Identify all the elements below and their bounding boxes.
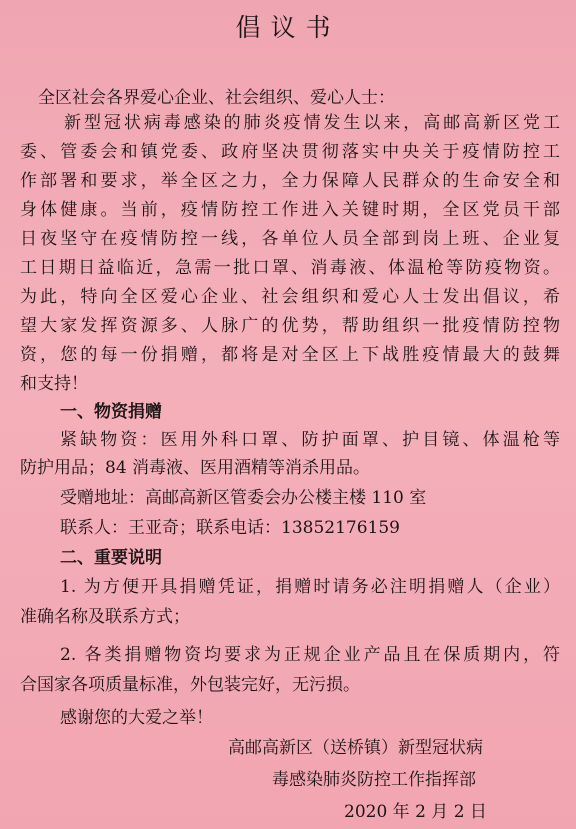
section2-line-2: 准确名称及联系方式； [20,607,190,627]
section2-line-1: 1. 为方便开具捐赠凭证，捐赠时请务必注明捐赠人（企业） [60,577,560,597]
body-line-4: 身体健康。当前，疫情防控工作进入关键时期，全区党员干部 [20,200,560,220]
section2-line-3: 2. 各类捐赠物资均要求为正规企业产品且在保质期内，符 [60,645,560,665]
section2-line-4: 合国家各项质量标准，外包装完好，无污损。 [20,675,360,695]
donation-address: 受赠地址：高邮高新区管委会办公楼主楼 110 室 [60,488,427,508]
body-line-8: 望大家发挥资源多、人脉广的优势，帮助组织一批疫情防控物 [20,316,560,336]
thanks-line: 感谢您的大爱之举！ [60,708,213,728]
section1-line-1: 紧缺物资：医用外科口罩、防护面罩、护目镜、体温枪等 [60,430,560,450]
body-line-7: 为此，特向全区爱心企业、社会组织和爱心人士发出倡议，希 [20,287,560,307]
section1-line-2: 防护用品；84 消毒液、医用酒精等消杀用品。 [20,458,371,478]
section2-heading: 二、重要说明 [60,548,162,568]
body-line-1: 新型冠状病毒感染的肺炎疫情发生以来，高邮高新区党工 [64,113,560,133]
signature-line-2: 毒感染肺炎防控工作指挥部 [272,770,476,790]
body-line-10: 和支持！ [20,374,88,394]
section1-heading: 一、物资捐赠 [60,402,162,422]
body-line-6: 工日期日益临近，急需一批口罩、消毒液、体温枪等防疫物资。 [20,258,560,278]
body-line-9: 资，您的每一份捐赠，都将是对全区上下战胜疫情最大的鼓舞 [20,345,560,365]
body-line-2: 委、管委会和镇党委、政府坚决贯彻落实中央关于疫情防控工 [20,142,560,162]
document-title: 倡议书 [235,13,341,42]
body-line-3: 作部署和要求，举全区之力，全力保障人民群众的生命安全和 [20,171,560,191]
body-line-5: 日夜坚守在疫情防控一线，各单位人员全部到岗上班、企业复 [20,229,560,249]
signature-line-1: 高邮高新区（送桥镇）新型冠状病 [228,738,483,758]
salutation: 全区社会各界爱心企业、社会组织、爱心人士： [38,88,395,108]
contact-info: 联系人：王亚奇；联系电话：13852176159 [60,518,400,538]
signature-date: 2020 年 2 月 2 日 [344,802,487,822]
